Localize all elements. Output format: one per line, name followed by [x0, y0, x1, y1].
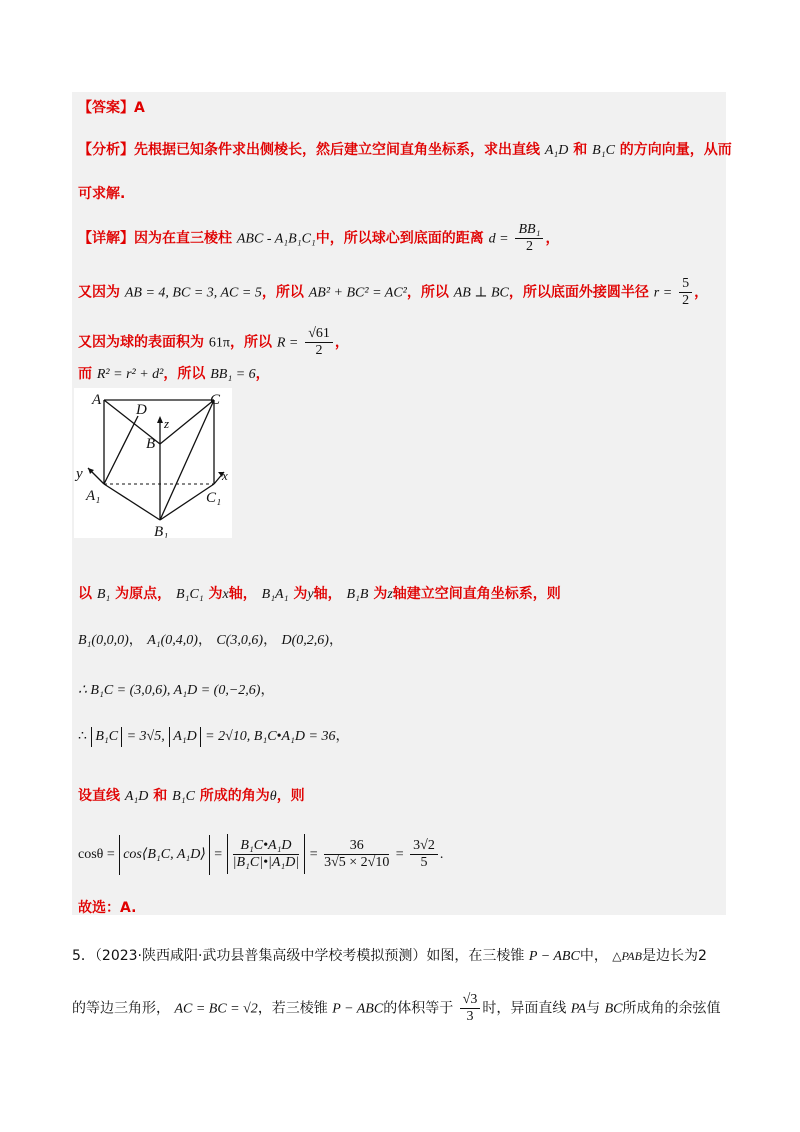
prism-diagram: [74, 388, 232, 538]
detail-line-3: 又因为球的表面积为 61π，所以 R = $\frac{√61}{2}$ ，: [78, 326, 349, 358]
label-A: A: [92, 392, 102, 408]
label-B1: B₁: [154, 524, 169, 538]
analysis-line-2: 可求解.: [78, 186, 126, 202]
detail-line-2: 又因为 AB = 4, BC = 3, AC = 5，所以 AB² + BC² = AC²，所以 AB ⊥ BC，所以底面外接圆半径 r = $\frac{5}{2}$ ，: [78, 276, 709, 308]
detail-line-1: 【详解】因为在直三棱柱 ABC - A₁B₁C₁中，所以球心到底面的距离 d = $\frac{\text{BB₁}}{2}$ ，: [78, 222, 560, 254]
label-C1: C₁: [206, 490, 222, 506]
analysis-line: 【分析】先根据已知条件求出侧棱长，然后建立空间直角坐标系，求出直线 A₁D 和 B₁C 的方向向量，从而: [78, 142, 732, 158]
detail-line-4: 而 R² = r² + d²，所以 BB₁ = 6，: [78, 366, 270, 382]
conclusion-line: 故选：A.: [78, 900, 137, 916]
detail-line-angle: 设直线 A₁D 和 B₁C 所成的角为θ，则: [78, 788, 305, 804]
label-A1: A₁: [86, 488, 101, 504]
answer-line: 【答案】A: [78, 100, 145, 116]
label-z: z: [164, 416, 170, 431]
label-y: y: [76, 466, 83, 482]
answer-value: A: [134, 100, 145, 116]
question-line-2: 的等边三角形， AC = BC = √2，若三棱锥 P − ABC的体积等于 $\frac{√3}{3}$ 时，异面直线 PA与 BC所成角的余弦值: [72, 992, 721, 1024]
label-B: B: [146, 436, 156, 452]
detail-line-5: 以 B₁ 为原点， B₁C₁ 为x轴， B₁A₁ 为y轴， B₁B 为z轴建立空间直角坐标系，则: [78, 586, 561, 602]
detail-line-cos: cosθ = cos⟨B₁C, A₁D⟩ = $\frac{\text{B₁C•A₁D}}{\text{|B₁C|•|A₁D|}}$ = $\frac{36}{3√5 \times 2√10}$ = $\frac{3√2}{5}$ .: [78, 834, 443, 874]
detail-line-vectors: ∴ B₁C = (3,0,6), A₁D = (0,−2,6)，: [78, 682, 275, 698]
detail-line-points: B₁(0,0,0)， A₁(0,4,0)， C(3,0,6)， D(0,2,6)，: [78, 632, 343, 648]
label-D: D: [136, 402, 147, 418]
label-C: C: [210, 392, 221, 408]
prism-figure: [74, 388, 232, 538]
detail-line-magnitudes: ∴ B₁C = 3√5, A₁D = 2√10, B₁C•A₁D = 36，: [78, 726, 349, 747]
question-line-1: 5．（2023·陕西咸阳·武功县普集高级中学校考模拟预测）如图，在三棱锥 P − ABC中， △PAB是边长为2: [72, 948, 707, 964]
label-x: x: [222, 468, 228, 483]
